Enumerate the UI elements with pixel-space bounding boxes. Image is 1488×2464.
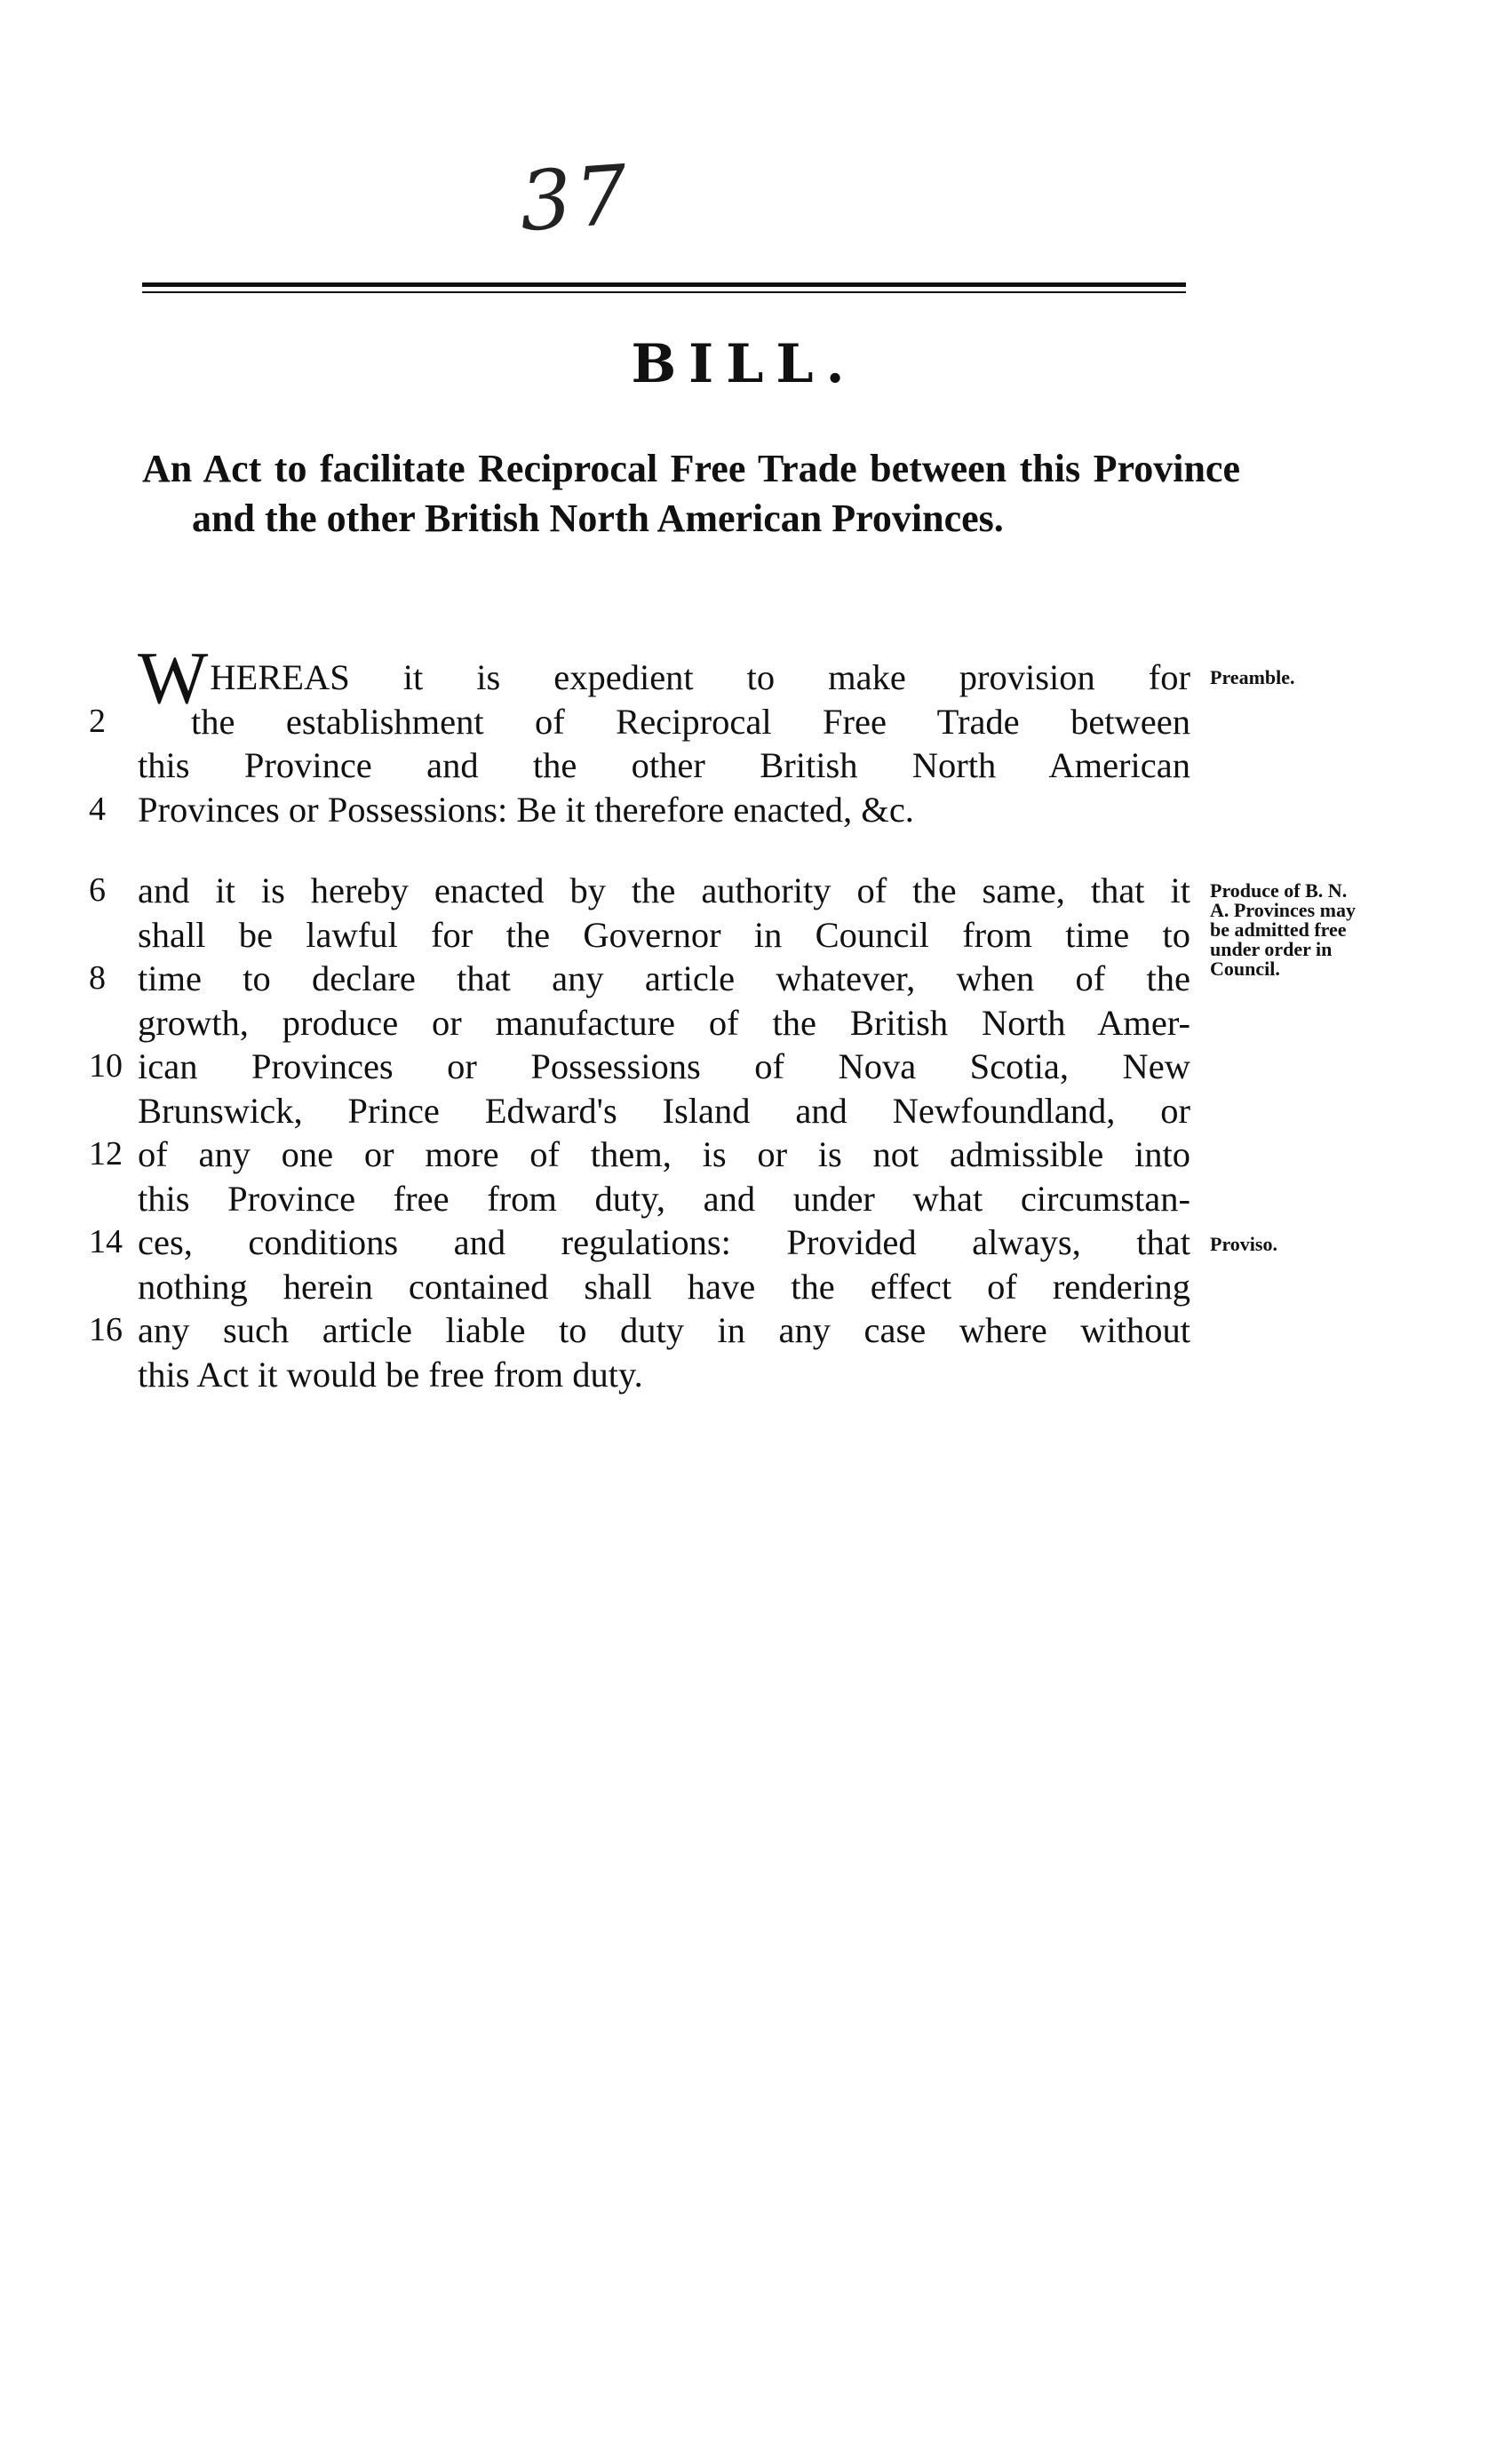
- line-text: this Province free from duty, and under what circumstan-: [138, 1178, 1190, 1219]
- line-number: 12: [89, 1135, 123, 1172]
- line-text: growth, produce or manufacture of the British North Amer-: [138, 1002, 1190, 1043]
- line-number: 14: [89, 1223, 123, 1260]
- margin-note-proviso: Proviso.: [1210, 1233, 1277, 1255]
- line-text: Brunswick, Prince Edward's Island and Newfoundland, or: [138, 1090, 1190, 1131]
- handwritten-page-number: 37: [516, 147, 634, 250]
- enactment-line: [138, 1001, 1190, 1045]
- line-text: of any one or more of them, is or is not admissible into: [138, 1134, 1190, 1174]
- enactment-line: [89, 1045, 1190, 1089]
- line-text: Provinces or Possessions: Be it therefore enacted, &c.: [138, 789, 914, 830]
- rule-thick: [142, 282, 1186, 287]
- line-text: HEREAS it is expedient to make provision for: [210, 657, 1190, 697]
- line-text: time to declare that any article whatever, when of the: [138, 958, 1190, 998]
- line-number: 2: [89, 702, 106, 740]
- double-rule-divider: [142, 282, 1186, 297]
- line-text: this Act it would be free from duty.: [138, 1354, 643, 1395]
- enactment-line: [89, 869, 1190, 913]
- drop-cap: W: [138, 637, 209, 719]
- preamble-line: [89, 788, 1190, 832]
- margin-note-preamble: Preamble.: [1210, 666, 1295, 688]
- enactment-paragraph: [89, 869, 1190, 1396]
- line-text: ican Provinces or Possessions of Nova Scotia, New: [138, 1046, 1190, 1086]
- enactment-line: [89, 1133, 1190, 1177]
- enactment-line: [89, 957, 1190, 1001]
- line-number: 6: [89, 871, 106, 909]
- line-number: 4: [89, 790, 106, 828]
- line-text: ces, conditions and regulations: Provided always, that: [138, 1222, 1190, 1262]
- line-number: 16: [89, 1311, 123, 1348]
- line-text: shall be lawful for the Governor in Council from time to: [138, 914, 1190, 955]
- preamble-line: [138, 637, 1190, 719]
- line-number: 10: [89, 1047, 123, 1085]
- line-text: the establishment of Reciprocal Free Trade between: [191, 701, 1190, 742]
- line-text: any such article liable to duty in any case where without: [138, 1310, 1190, 1350]
- rule-thin: [142, 291, 1186, 293]
- enactment-line: [89, 1308, 1190, 1353]
- enactment-line: [138, 1177, 1190, 1221]
- preamble-paragraph: [89, 637, 1190, 831]
- margin-note-produce: Produce of B. N. A. Provinces may be admitted free under order in Council.: [1210, 879, 1356, 980]
- line-text: nothing herein contained shall have the effect of rendering: [138, 1266, 1190, 1307]
- line-text: and it is hereby enacted by the authority of the same, that it: [138, 870, 1190, 910]
- act-title: An Act to facilitate Reciprocal Free Trade between this Province and the other British North American Provinces.: [142, 447, 1240, 540]
- preamble-line: [138, 743, 1190, 788]
- enactment-line: [138, 1265, 1190, 1309]
- enactment-line: [138, 1353, 1190, 1397]
- enactment-line: [138, 913, 1190, 958]
- line-text: this Province and the other British North American: [138, 745, 1190, 785]
- line-number: 8: [89, 959, 106, 997]
- bill-heading: BILL.: [631, 333, 857, 395]
- enactment-line: [89, 1220, 1190, 1265]
- preamble-line: [89, 700, 1190, 744]
- enactment-line: [138, 1089, 1190, 1133]
